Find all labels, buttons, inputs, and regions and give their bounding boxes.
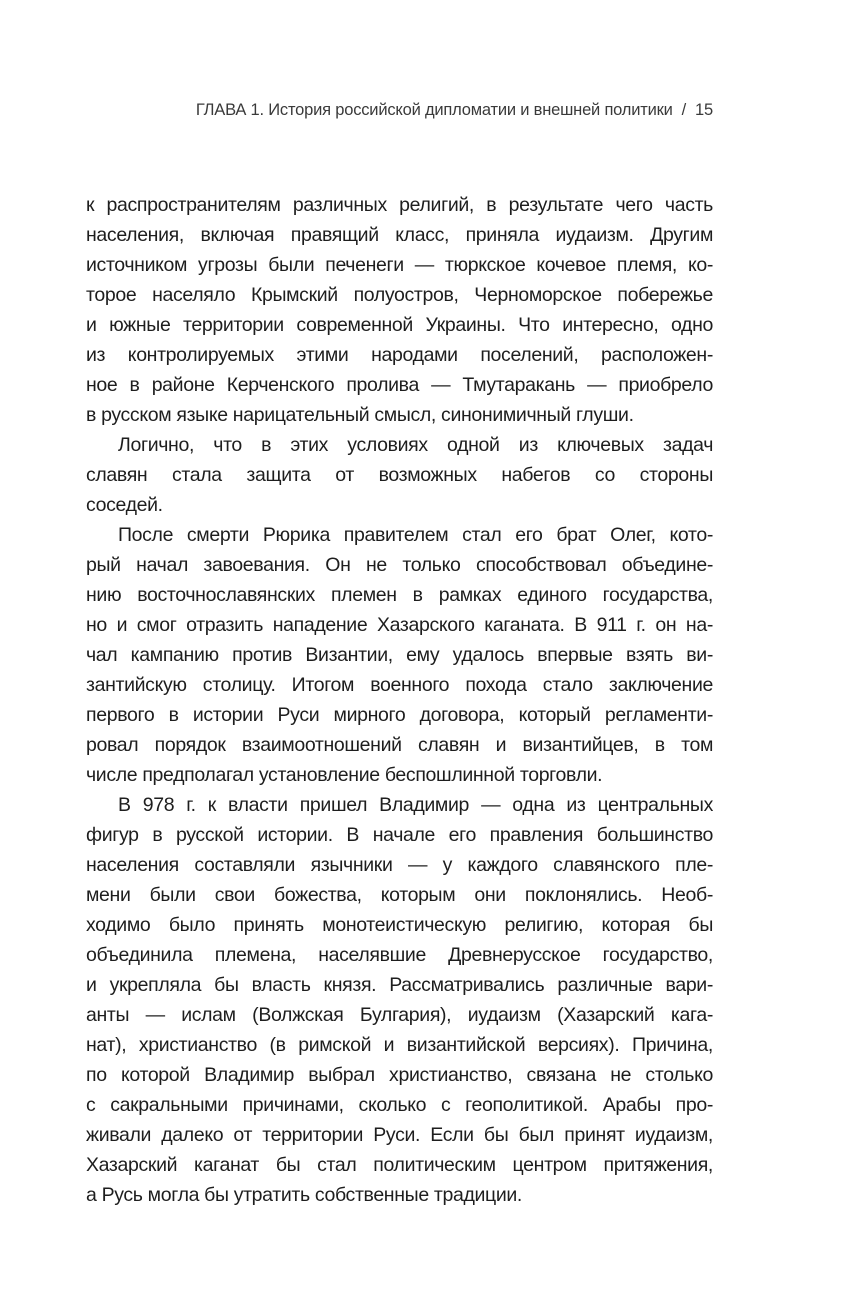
text-line: соседей. bbox=[86, 494, 163, 516]
text-line: но и смог отразить нападение Хазарского каганата. В 911 г. он на- bbox=[86, 614, 713, 636]
text-line: фигур в русской истории. В начале его правления большинство bbox=[86, 824, 713, 846]
paragraph bbox=[86, 430, 713, 520]
text-line: населения, включая правящий класс, приняла иудаизм. Другим bbox=[86, 224, 713, 246]
text-line: торое населяло Крымский полуостров, Черноморское побережье bbox=[86, 284, 713, 306]
paragraph bbox=[86, 790, 713, 1210]
header-separator: / bbox=[681, 101, 687, 119]
text-line: нат), христианство (в римской и византийской версиях). Причина, bbox=[86, 1034, 713, 1056]
text-line: зантийскую столицу. Итогом военного похода стало заключение bbox=[86, 674, 713, 696]
text-line: чал кампанию против Византии, ему удалось впервые взять ви- bbox=[86, 644, 713, 666]
running-header bbox=[86, 101, 713, 120]
text-line: по которой Владимир выбрал христианство, связана не столько bbox=[86, 1064, 713, 1086]
text-line: мени были свои божества, которым они поклонялись. Необ- bbox=[86, 884, 713, 906]
text-line: Хазарский каганат бы стал политическим центром притяжения, bbox=[86, 1154, 713, 1176]
text-line: рый начал завоевания. Он не только способствовал объедине- bbox=[86, 554, 713, 576]
text-line: а Русь могла бы утратить собственные традиции. bbox=[86, 1184, 522, 1206]
page-number: 15 bbox=[695, 101, 713, 119]
text-line: в русском языке нарицательный смысл, синонимичный глуши. bbox=[86, 404, 634, 426]
text-line: из контролируемых этими народами поселений, расположен- bbox=[86, 344, 713, 366]
text-line: нию восточнославянских племен в рамках единого государства, bbox=[86, 584, 713, 606]
text-line: славян стала защита от возможных набегов со стороны bbox=[86, 464, 713, 486]
text-line: и южные территории современной Украины. Что интересно, одно bbox=[86, 314, 713, 336]
text-line: ровал порядок взаимоотношений славян и византийцев, в том bbox=[86, 734, 713, 756]
text-line: ное в районе Керченского пролива — Тмутаракань — приобрело bbox=[86, 374, 713, 396]
text-line: с сакральными причинами, сколько с геополитикой. Арабы про- bbox=[86, 1094, 713, 1116]
body-text bbox=[86, 190, 713, 1210]
text-line: и укрепляла бы власть князя. Рассматривались различные вари- bbox=[86, 974, 713, 996]
text-line: источником угрозы были печенеги — тюркское кочевое племя, ко- bbox=[86, 254, 713, 276]
text-line: населения составляли язычники — у каждого славянского пле- bbox=[86, 854, 713, 876]
text-line: анты — ислам (Волжская Булгария), иудаизм (Хазарский кага- bbox=[86, 1004, 713, 1026]
text-line: Логично, что в этих условиях одной из ключевых задач bbox=[118, 434, 713, 456]
chapter-title: ГЛАВА 1. История российской дипломатии и внешней политики bbox=[195, 101, 673, 119]
text-line: к распространителям различных религий, в результате чего часть bbox=[86, 194, 713, 216]
text-line: В 978 г. к власти пришел Владимир — одна из центральных bbox=[118, 794, 713, 816]
text-line: объединила племена, населявшие Древнерусское государство, bbox=[86, 944, 713, 966]
text-line: ходимо было принять монотеистическую религию, которая бы bbox=[86, 914, 713, 936]
text-line: числе предполагал установление беспошлинной торговли. bbox=[86, 764, 603, 786]
paragraph bbox=[86, 190, 713, 430]
text-line: первого в истории Руси мирного договора, который регламенти- bbox=[86, 704, 713, 726]
text-line: После смерти Рюрика правителем стал его брат Олег, кото- bbox=[118, 524, 713, 546]
text-line: живали далеко от территории Руси. Если бы был принят иудаизм, bbox=[86, 1124, 713, 1146]
paragraph bbox=[86, 520, 713, 790]
